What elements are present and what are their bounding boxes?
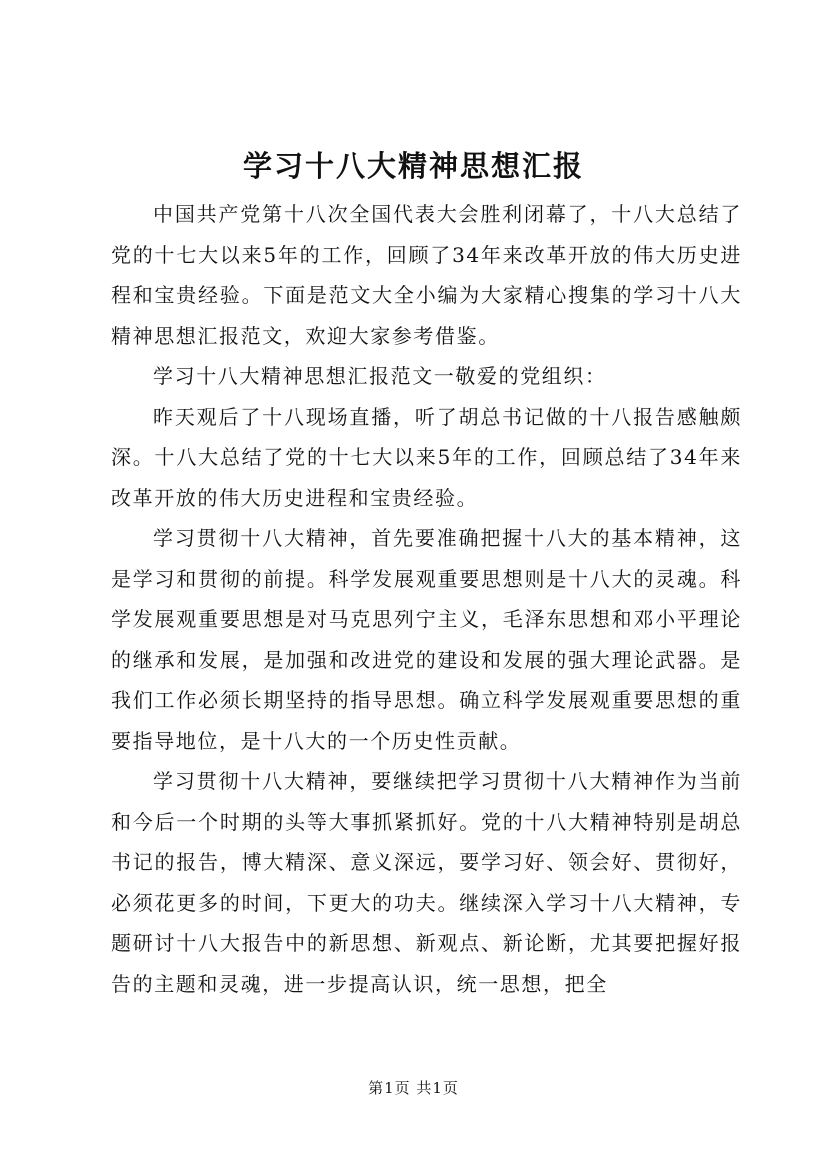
- document-title: 学习十八大精神思想汇报: [242, 149, 584, 183]
- paragraph-study-first: 学习贯彻十八大精神，首先要准确把握十八大的基本精神，这是学习和贯彻的前提。科学发展观重要思想则是十八大的灵魂。科学发展观重要思想是对马克思列宁主义，毛泽东思想和邓小平理论的继承和发展，是加强和改进党的建设和发展的强大理论武器。是我们工作必须长期坚持的指导思想。确立科学发展观重要思想的重要指导地位，是十八大的一个历史性贡献。: [111, 526, 742, 753]
- paragraph-study-continue: 学习贯彻十八大精神，要继续把学习贯彻十八大精神作为当前和今后一个时期的头等大事抓紧抓好。党的十八大精神特别是胡总书记的报告，博大精深、意义深远，要学习好、领会好、贯彻好，必须花更多的时间，下更大的功夫。继续深入学习十八大精神，专题研讨十八大报告中的新思想、新观点、新论断，尤其要把握好报告的主题和灵魂，进一步提高认识，统一思想，把全: [111, 769, 742, 996]
- page-number-footer: 第1页 共1页: [368, 1079, 459, 1097]
- paragraph-salutation: 学习十八大精神思想汇报范文一敬爱的党组织：: [153, 364, 607, 388]
- document-body: [111, 194, 742, 1004]
- paragraph-intro: 中国共产党第十八次全国代表大会胜利闭幕了，十八大总结了党的十七大以来5年的工作，回顾了34年来改革开放的伟大历史进程和宝贵经验。下面是范文大全小编为大家精心搜集的学习十八大精神思想汇报范文，欢迎大家参考借鉴。: [111, 202, 742, 348]
- paragraph-broadcast: 昨天观后了十八现场直播，听了胡总书记做的十八报告感触颇深。十八大总结了党的十七大以来5年的工作，回顾总结了34年来改革开放的伟大历史进程和宝贵经验。: [111, 404, 742, 510]
